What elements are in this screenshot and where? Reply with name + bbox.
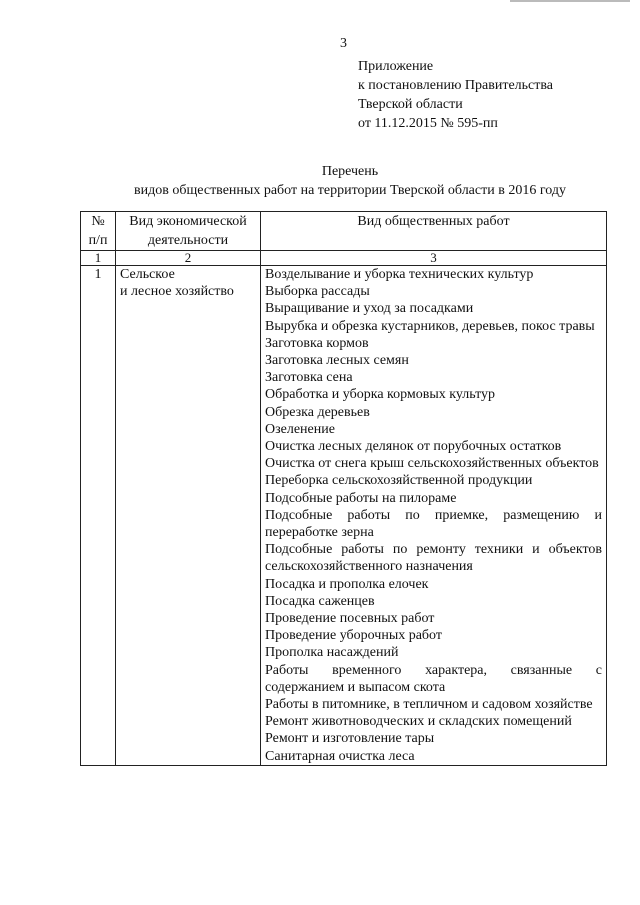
scan-edge-mark (510, 0, 630, 2)
work-item: Подсобные работы по ремонту техники и объектов сельскохозяйственного назначения (265, 542, 602, 575)
appendix-line: к постановлению Правительства (358, 78, 554, 93)
title-line: Перечень (321, 164, 379, 179)
appendix-line: Приложение (358, 59, 434, 74)
work-item: Озеленение (265, 421, 335, 437)
work-item: Проведение посевных работ (265, 611, 435, 627)
appendix-line: от 11.12.2015 № 595-пп (358, 116, 498, 131)
work-item: Прополка насаждений (265, 645, 399, 661)
work-item: Ремонт и изготовление тары (265, 731, 435, 747)
activity-line: и лесное хозяйство (120, 284, 234, 300)
work-item: Выборка рассады (265, 284, 370, 300)
header-number (81, 212, 116, 251)
row-number: 1 (81, 266, 116, 766)
work-item: Заготовка лесных семян (265, 353, 409, 369)
work-item: Выращивание и уход за посадками (265, 301, 474, 317)
header-number-line2: п/п (88, 233, 108, 248)
header-works: Вид общественных работ (261, 212, 607, 251)
work-item: Ремонт животноводческих и складских помещений (265, 714, 572, 730)
work-item: Подсобные работы на пилораме (265, 490, 457, 506)
work-item: Подсобные работы по приемке, размещению и переработке зерна (265, 507, 602, 541)
work-item: Посадка саженцев (265, 593, 375, 609)
header-activity-line1: Вид экономической (129, 214, 247, 229)
header-activity-line2: деятельности (147, 233, 229, 248)
column-number: 2 (116, 251, 261, 266)
title-line: видов общественных работ на территории Тверской области в 2016 году (134, 183, 566, 198)
work-item: Обработка и уборка кормовых культур (265, 387, 496, 403)
work-item: Работы в питомнике, в тепличном и садовом хозяйстве (265, 697, 593, 713)
table-header-row (81, 212, 607, 251)
work-item: Работы временного характера, связанные с содержанием и выпасом скота (265, 662, 602, 695)
work-item: Вырубка и обрезка кустарников, деревьев, покос травы (265, 318, 595, 334)
appendix-block (358, 57, 553, 133)
page-number: 3 (340, 36, 347, 51)
header-activity (116, 212, 261, 251)
works-table (80, 211, 607, 766)
appendix-line: Тверской области (358, 97, 463, 112)
work-item: Санитарная очистка леса (265, 748, 415, 764)
activity-line: Сельское (120, 267, 175, 282)
work-item: Заготовка кормов (265, 335, 369, 351)
column-number: 3 (261, 251, 607, 266)
work-item: Проведение уборочных работ (265, 628, 442, 644)
activity-cell (116, 266, 261, 766)
column-number: 1 (81, 251, 116, 266)
work-item: Очистка от снега крыш сельскохозяйственных объектов (265, 456, 599, 472)
work-item: Очистка лесных делянок от порубочных остатков (265, 439, 562, 455)
work-item: Посадка и прополка елочек (265, 576, 429, 592)
works-list-cell (261, 266, 607, 766)
header-number-line1: № (91, 214, 105, 229)
work-item: Заготовка сена (265, 370, 353, 386)
work-item: Возделывание и уборка технических культур (265, 267, 534, 282)
work-item: Обрезка деревьев (265, 404, 370, 420)
work-item: Переборка сельскохозяйственной продукции (265, 473, 533, 489)
document-title (80, 162, 620, 200)
table-row (81, 266, 607, 766)
column-number-row (81, 251, 607, 266)
